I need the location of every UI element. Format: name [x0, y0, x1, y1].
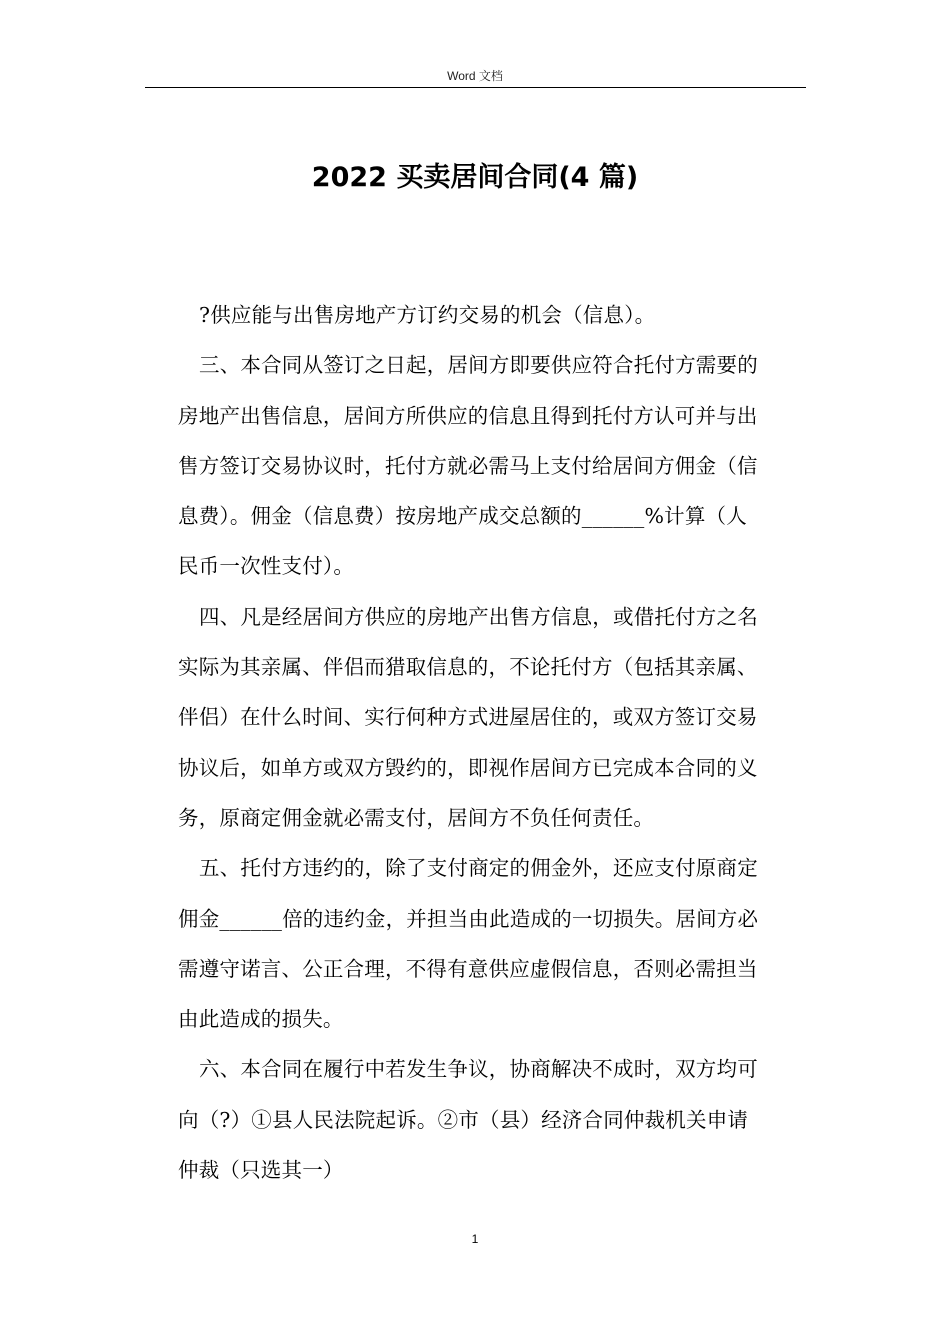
- header-divider: [145, 87, 806, 88]
- body-line: 向（?）①县人民法院起诉。②市（县）经济合同仲裁机关申请: [178, 1107, 749, 1132]
- page-number: 1: [471, 1232, 479, 1246]
- header-label: Word 文档: [447, 69, 503, 83]
- body-line: 伴侣）在什么时间、实行何种方式进屋居住的，或双方签订交易: [178, 705, 758, 730]
- document-title: 2022 买卖居间合同(4 篇): [311, 162, 639, 193]
- body-line: 五、托付方违约的，除了支付商定的佣金外，还应支付原商定: [199, 856, 758, 881]
- body-line: 务，原商定佣金就必需支付，居间方不负任何责任。: [178, 805, 655, 830]
- body-line: 四、凡是经居间方供应的房地产出售方信息，或借托付方之名: [199, 604, 758, 629]
- body-line: 息费）。佣金（信息费）按房地产成交总额的______%计算（人: [178, 504, 747, 529]
- body-line: 仲裁（只选其一）: [178, 1158, 344, 1183]
- body-line: 实际为其亲属、伴侣而猎取信息的，不论托付方（包括其亲属、: [178, 655, 758, 680]
- body-line: 售方签订交易协议时，托付方就必需马上支付给居间方佣金（信: [178, 453, 758, 478]
- body-line: 六、本合同在履行中若发生争议，协商解决不成时，双方均可: [199, 1057, 758, 1082]
- document-body: [178, 290, 804, 1195]
- body-line: 房地产出售信息，居间方所供应的信息且得到托付方认可并与出: [178, 403, 758, 428]
- body-line: ?供应能与出售房地产方订约交易的机会（信息）。: [199, 303, 656, 327]
- body-line: 协议后，如单方或双方毁约的，即视作居间方已完成本合同的义: [178, 755, 758, 780]
- body-line: 需遵守诺言、公正合理，不得有意供应虚假信息，否则必需担当: [178, 956, 758, 981]
- body-line: 民币一次性支付）。: [178, 554, 355, 579]
- body-line: 由此造成的损失。: [178, 1007, 344, 1032]
- body-line: 佣金______倍的违约金，并担当由此造成的一切损失。居间方必: [178, 906, 759, 931]
- body-line: 三、本合同从签订之日起，居间方即要供应符合托付方需要的: [199, 353, 758, 378]
